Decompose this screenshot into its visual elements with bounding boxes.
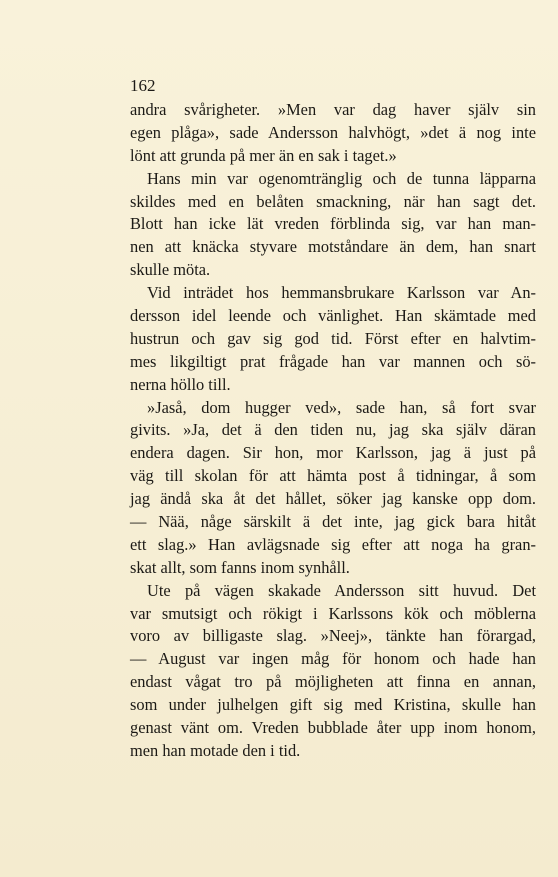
text-line: mes likgiltigt prat frågade han var mannen och sö- [130,351,536,371]
text-line: Hans min var ogenomtränglig och de tunna läpparna [147,168,536,188]
text-line: voro av billigaste slag. »Neej», tänkte han förargad, [130,626,536,646]
text-line: Ute på vägen skakade Andersson sitt huvud. Det [147,580,536,600]
text-line: — Nää, någe särskilt ä det inte, jag gick bara hitåt [130,512,536,532]
text-line: givits. »Ja, det ä den tiden nu, jag ska själv däran [130,420,536,440]
text-line: nen att knäcka styvare motståndare än dem, han snart [130,237,536,257]
text-line: som under julhelgen gift sig med Kristina, skulle han [130,695,536,715]
text-line: Blott han icke lät vreden förblinda sig, var han man- [130,214,536,234]
text-line: egen plåga», sade Andersson halvhögt, »det ä nog inte [130,122,536,142]
text-line: — August var ingen måg för honom och hade han [130,649,536,669]
text-line: genast vänt om. Vreden bubblade åter upp inom honom, [130,718,536,738]
body-text [130,99,536,763]
text-line: Vid inträdet hos hemmansbrukare Karlsson var An- [147,283,536,303]
text-line: skat allt, som fanns inom synhåll. [130,557,350,577]
text-line: var smutsigt och rökigt i Karlssons kök och möblerna [130,603,536,623]
text-line: »Jaså, dom hugger ved», sade han, så fort svar [147,397,536,417]
text-line: ett slag.» Han avlägsnade sig efter att noga ha gran- [130,534,536,554]
text-line: endera dagen. Sir hon, mor Karlsson, jag ä just på [130,443,536,463]
text-line: andra svårigheter. »Men var dag haver själv sin [130,100,536,119]
text-line: nerna höllo till. [130,374,231,394]
text-line: men han motade den i tid. [130,740,301,760]
text-line: skulle möta. [130,260,211,280]
page-number: 162 [130,76,156,95]
text-line: jag ändå ska åt det hållet, söker jag kanske opp dom. [130,489,536,509]
text-line: lönt att grunda på mer än en sak i taget.» [130,145,397,165]
text-line: väg till skolan för att hämta post å tidningar, å som [130,466,536,486]
text-line: skildes med en belåten smackning, när han sagt det. [130,191,536,211]
text-line: endast vågat tro på möjligheten att finna en annan, [130,672,536,692]
text-line: hustrun och gav sig god tid. Först efter en halvtim- [130,328,536,348]
text-line: dersson idel leende och vänlighet. Han skämtade med [130,306,536,326]
